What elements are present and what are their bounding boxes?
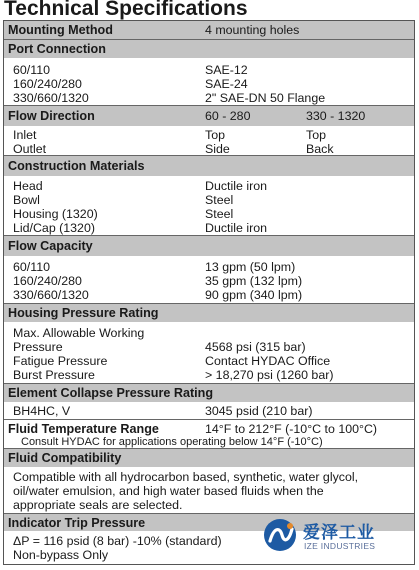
compat-line-0: Compatible with all hydrocarbon based, synthetic, water glycol, — [13, 470, 359, 484]
temperature-label: Fluid Temperature Range — [8, 422, 159, 436]
ize-logo-icon — [262, 517, 298, 553]
logo-chinese-text: 爱泽工业 — [303, 523, 375, 542]
materials-value-3: Ductile iron — [205, 221, 267, 235]
port-value-1: SAE-24 — [205, 77, 248, 91]
flow-direction-section — [4, 105, 414, 156]
collapse-label: Element Collapse Pressure Rating — [8, 386, 214, 400]
compat-section — [4, 448, 414, 514]
materials-key-2: Housing (1320) — [13, 207, 98, 221]
flow-capacity-key-1: 160/240/280 — [13, 274, 82, 288]
port-section — [4, 39, 414, 106]
flow-outlet-key: Outlet — [13, 142, 47, 156]
compat-line-1: oil/water emulsion, and high water based fluids when the — [13, 484, 324, 498]
materials-value-1: Steel — [205, 193, 234, 207]
collapse-value: 3045 psid (210 bar) — [205, 404, 313, 418]
spec-table — [3, 20, 415, 565]
housing-section — [4, 303, 414, 384]
flow-outlet-a: Side — [205, 142, 230, 156]
housing-value-1: Contact HYDAC Office — [205, 354, 331, 368]
flow-direction-col1: 60 - 280 — [205, 109, 251, 123]
mounting-section — [4, 21, 414, 39]
mounting-label: Mounting Method — [8, 23, 113, 37]
flow-inlet-a: Top — [205, 128, 225, 142]
mounting-value: 4 mounting holes — [205, 23, 300, 37]
collapse-section — [4, 383, 414, 420]
flow-direction-col2: 330 - 1320 — [306, 109, 366, 123]
materials-label: Construction Materials — [8, 159, 145, 173]
materials-key-3: Lid/Cap (1320) — [13, 221, 95, 235]
housing-key-1: Fatigue Pressure — [13, 354, 108, 368]
housing-value-2: > 18,270 psi (1260 bar) — [205, 368, 334, 382]
housing-max-line: Max. Allowable Working — [13, 326, 145, 340]
indicator-label: Indicator Trip Pressure — [8, 516, 146, 530]
flow-capacity-key-2: 330/660/1320 — [13, 288, 89, 302]
flow-capacity-key-0: 60/110 — [13, 260, 50, 274]
collapse-key: BH4HC, V — [13, 404, 71, 418]
indicator-line-1: ΔP = 116 psid (8 bar) -10% (standard) — [13, 534, 222, 548]
temperature-section — [4, 419, 414, 449]
port-value-0: SAE-12 — [205, 63, 248, 77]
flow-outlet-b: Back — [306, 142, 334, 156]
housing-key-2: Burst Pressure — [13, 368, 95, 382]
materials-value-0: Ductile iron — [205, 179, 267, 193]
compat-label: Fluid Compatibility — [8, 451, 122, 465]
flow-inlet-key: Inlet — [13, 128, 37, 142]
temperature-value: 14°F to 212°F (-10°C to 100°C) — [205, 422, 378, 436]
flow-inlet-b: Top — [306, 128, 326, 142]
housing-label: Housing Pressure Rating — [8, 306, 159, 320]
indicator-line-2: Non-bypass Only — [13, 548, 109, 562]
materials-section — [4, 155, 414, 236]
port-key-0: 60/110 — [13, 63, 50, 77]
materials-value-2: Steel — [205, 207, 234, 221]
flow-capacity-label: Flow Capacity — [8, 239, 93, 253]
housing-value-0: 4568 psi (315 bar) — [205, 340, 306, 354]
logo-english-text: IZE INDUSTRIES — [304, 541, 376, 551]
port-label: Port Connection — [8, 42, 106, 56]
port-value-2: 2" SAE-DN 50 Flange — [205, 91, 326, 105]
flow-direction-label: Flow Direction — [8, 109, 95, 123]
housing-key-0: Pressure — [13, 340, 63, 354]
flow-capacity-section — [4, 235, 414, 304]
temperature-note: Consult HYDAC for applications operating below 14°F (-10°C) — [21, 436, 323, 448]
flow-capacity-value-1: 35 gpm (132 lpm) — [205, 274, 303, 288]
flow-capacity-value-2: 90 gpm (340 lpm) — [205, 288, 303, 302]
flow-capacity-value-0: 13 gpm (50 lpm) — [205, 260, 296, 274]
materials-key-0: Head — [13, 179, 43, 193]
page-title: Technical Specifications — [4, 0, 248, 20]
materials-key-1: Bowl — [13, 193, 40, 207]
compat-line-2: appropriate seals are selected. — [13, 498, 183, 512]
port-key-1: 160/240/280 — [13, 77, 82, 91]
port-key-2: 330/660/1320 — [13, 91, 89, 105]
